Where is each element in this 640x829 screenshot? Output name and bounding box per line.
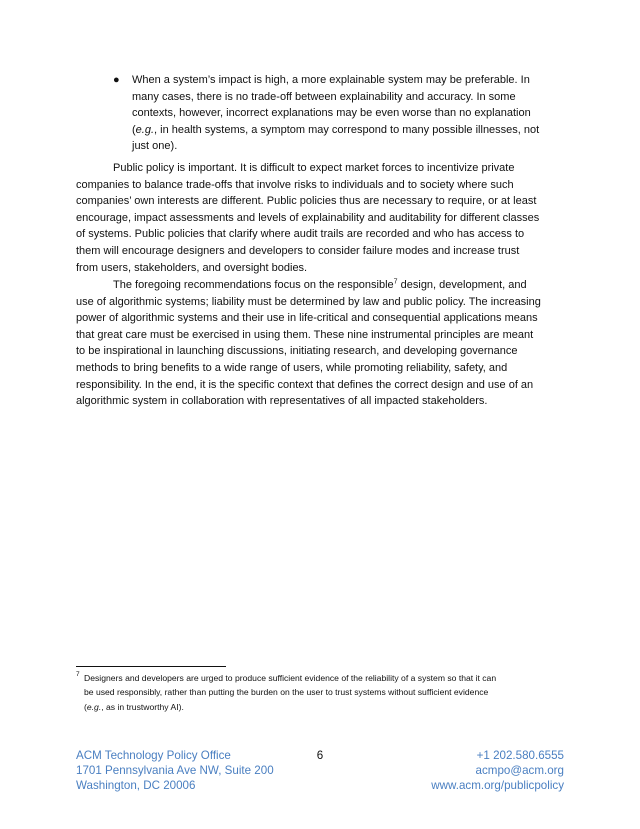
footer-city: Washington, DC 20006	[76, 779, 196, 793]
footnote-reference[interactable]: 7	[393, 278, 398, 286]
paragraph-line: companies’ own interests are different. Public policies thus are necessary to require, or at least	[76, 195, 537, 208]
footnote-line: Designers and developers are urged to produce sufficient evidence of the reliability of a system so that it can	[84, 673, 497, 683]
bullet-icon: ●	[113, 74, 120, 86]
paragraph-line: of systems. Public policies that clarify where audit trails are recorded and who has access to	[76, 228, 525, 241]
paragraph-recommendations	[76, 277, 566, 410]
bullet-line: When a system’s impact is high, a more explainable system may be preferable. In	[132, 74, 530, 86]
paragraph-line: use of algorithmic systems; liability must be determined by law and public policy. The increasing	[76, 295, 541, 308]
bullet-line: contexts, however, incorrect explanations may be even worse than no explanation	[132, 107, 531, 120]
footnote-line: be used responsibly, rather than putting the burden on the user to trust systems without sufficient evidence	[84, 687, 489, 698]
paragraph-public-policy	[76, 160, 566, 276]
bullet-line: (e.g., in health systems, a symptom may correspond to many possible illnesses, not	[132, 123, 540, 136]
paragraph-line: them will encourage designers and developers to consider failure modes and increase trust	[76, 244, 520, 257]
paragraph-line: responsibility. In the end, it is the specific context that defines the correct design and use of an	[76, 378, 534, 391]
footnote-mark: 7	[76, 671, 80, 678]
bullet-item	[132, 72, 566, 155]
bullet-italic-eg: e.g.	[135, 123, 155, 136]
footnote	[76, 671, 566, 714]
paragraph-line: companies to balance trade-offs that involve risks to individuals and to society where such	[76, 178, 514, 191]
footer-street: 1701 Pennsylvania Ave NW, Suite 200	[76, 764, 274, 778]
paragraph-line: The foregoing recommendations focus on the responsible$^7$ design, development, and	[113, 278, 527, 291]
paragraph-line: that great care must be exercised in using them. These nine instrumental principles are meant	[76, 328, 534, 341]
footnote-italic-eg: e.g.	[86, 701, 102, 712]
paragraph-line: encourage, impact assessments and levels of explainability and auditability for different classes	[76, 211, 540, 224]
paragraph-line: methods to bring benefits to a wide range of users, while promoting reliability, safety, and	[76, 361, 508, 374]
footer-phone[interactable]: +1 202.580.6555	[476, 749, 564, 762]
paragraph-line: power of algorithmic systems and their use in life-critical and consequential applications means	[76, 312, 538, 325]
paragraph-line: from users, stakeholders, and oversight bodies.	[76, 261, 308, 274]
footer-office-name: ACM Technology Policy Office	[76, 749, 231, 762]
paragraph-line: Public policy is important. It is difficult to expect market forces to incentivize private	[113, 162, 515, 174]
paragraph-line: algorithmic system in collaboration with representatives of all impacted stakeholders.	[76, 395, 488, 408]
paragraph-line: to be inspirational in launching discussions, initiating research, and developing governance	[76, 345, 518, 358]
footnote-line: (e.g., as in trustworthy AI).	[84, 701, 184, 712]
footer-contact	[431, 748, 564, 794]
footnote-divider	[76, 666, 226, 667]
page-number: 6	[316, 749, 324, 762]
bullet-line: many cases, there is no trade-off between explainability and accuracy. In some	[132, 90, 516, 103]
bullet-line: just one).	[132, 140, 178, 153]
footer-website-link[interactable]: www.acm.org/publicpolicy	[431, 779, 564, 793]
footer-email-link[interactable]: acmpo@acm.org	[475, 764, 564, 778]
